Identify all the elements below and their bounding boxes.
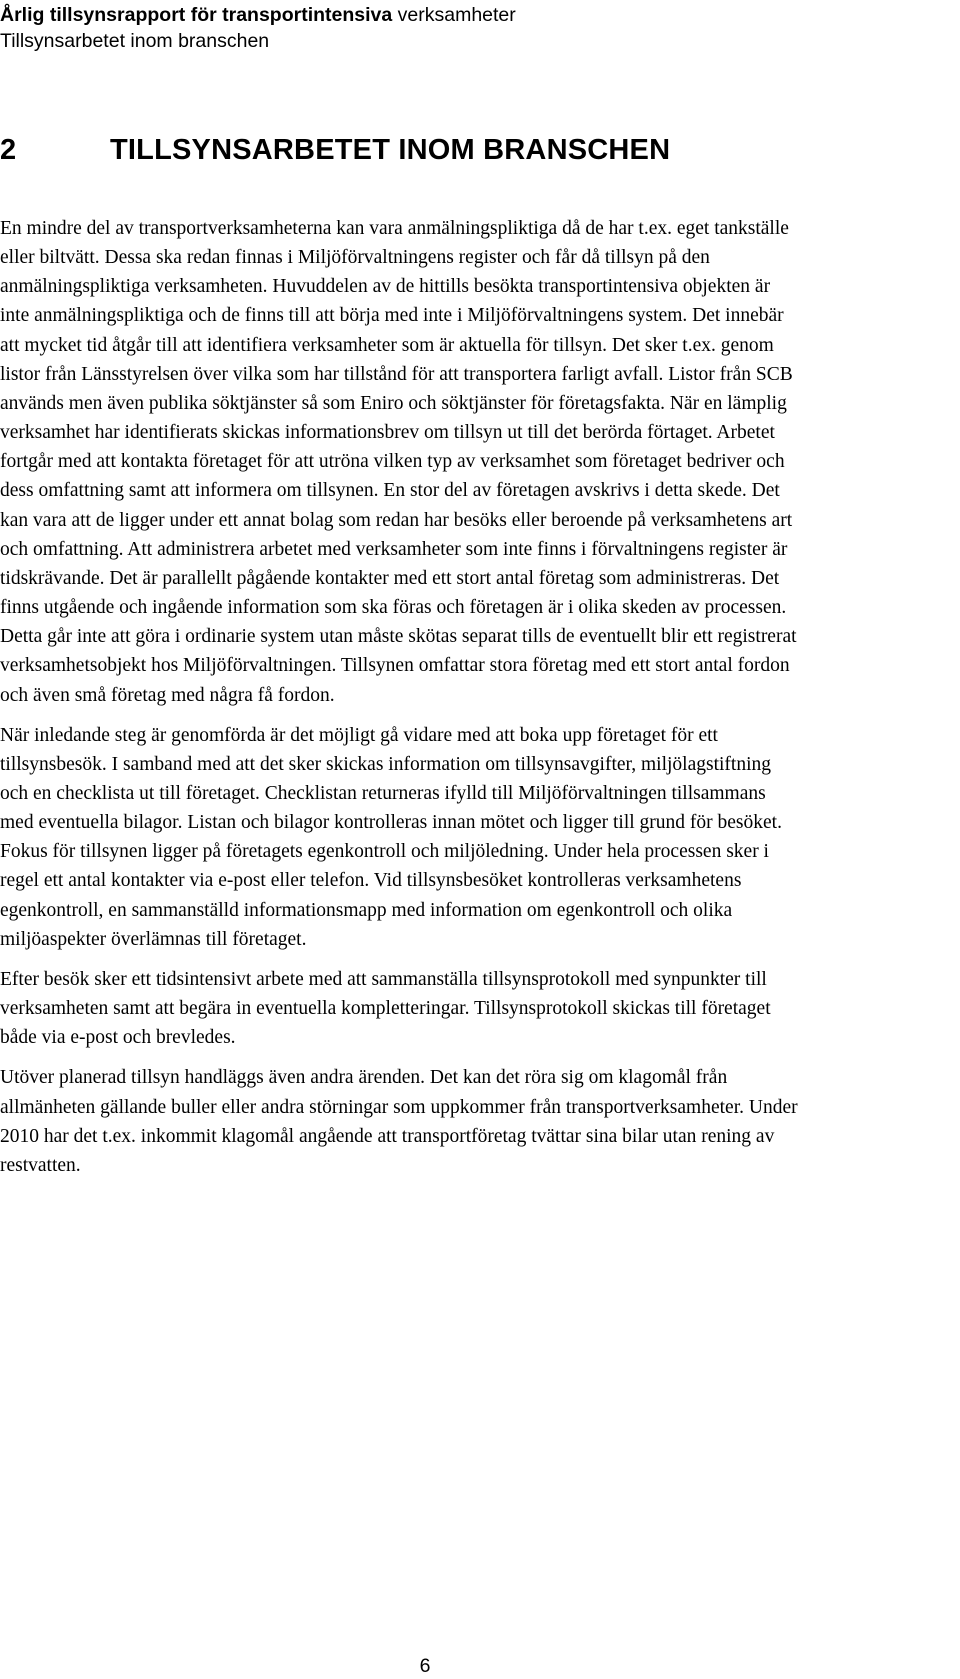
chapter-title: TILLSYNSARBETET INOM BRANSCHEN <box>110 134 671 166</box>
running-header <box>0 2 940 54</box>
text-line: Utöver planerad tillsyn handläggs även andra ärenden. Det kan det röra sig om klagomål från <box>0 1067 728 1089</box>
text-line: En mindre del av transportverksamheterna kan vara anmälningspliktiga då de har t.ex. eget tankställe <box>0 218 789 239</box>
text-line: verksamheten samt att begära in eventuella kompletteringar. Tillsynsprotokoll skickas till företaget <box>0 998 771 1020</box>
text-line: och en checklista ut till företaget. Checklistan returneras ifylld till Miljöförvaltningen tillsammans <box>0 782 766 804</box>
paragraph <box>0 965 960 1052</box>
text-line: med eventuella bilagor. Listan och bilagor kontrolleras innan mötet och ligger till grund för besöket. <box>0 812 782 834</box>
text-line: tillsynsbesök. I samband med att det sker skickas information om tillsynsavgifter, miljölagstiftning <box>0 753 771 775</box>
text-line: inte anmälningspliktiga och de finns till att börja med inte i Miljöförvaltningens system. Det innebär <box>0 305 784 327</box>
text-line: fortgår med att kontakta företaget för att utröna vilken typ av verksamhet som företaget bedriver och <box>0 451 785 473</box>
paragraph <box>0 214 960 710</box>
text-line: och omfattning. Att administrera arbetet med verksamheter som inte finns i förvaltningens register är <box>0 538 788 560</box>
text-line: används men även publika söktjänster så som Eniro och söktjänster för företagsfakta. När en lämplig <box>0 392 787 414</box>
text-line: dess omfattning samt att informera om tillsynen. En stor del av företagen avskrivs i detta skede. Det <box>0 480 780 502</box>
text-line: Efter besök sker ett tidsintensivt arbete med att sammanställa tillsynsprotokoll med synpunkter till <box>0 968 767 990</box>
report-title <box>0 2 940 28</box>
text-line: miljöaspekter överlämnas till företaget. <box>0 928 307 950</box>
text-line: och även små företag med några få fordon. <box>0 684 335 706</box>
body-text <box>0 214 960 1180</box>
text-line: att mycket tid åtgår till att identifiera verksamheter som är aktuella för tillsyn. Det sker t.ex. genom <box>0 334 774 356</box>
text-line: verksamhetsobjekt hos Miljöförvaltningen. Tillsynen omfattar stora företag med ett stort antal fordon <box>0 655 790 677</box>
text-line: regel ett antal kontakter via e-post eller telefon. Vid tillsynsbesöket kontrolleras verksamhetens <box>0 870 742 892</box>
page-number: 6 <box>419 1655 431 1677</box>
text-line: Fokus för tillsynen ligger på företagets egenkontroll och miljöledning. Under hela processen sker i <box>0 841 769 863</box>
text-line: verksamhet har identifierats skickas informationsbrev om tillsyn ut till det berörda förtaget. Arbetet <box>0 422 775 444</box>
text-line: eller biltvätt. Dessa ska redan finnas i Miljöförvaltningens register och får då tillsyn på den <box>0 247 710 269</box>
text-line: tidskrävande. Det är parallellt pågående kontakter med ett stort antal företag som administreras. Det <box>0 567 780 589</box>
text-line: egenkontroll, en sammanställd informationsmapp med information om egenkontroll och olika <box>0 899 733 921</box>
paragraph <box>0 721 960 954</box>
report-section-subtitle: Tillsynsarbetet inom branschen <box>0 30 270 52</box>
chapter-number: 2 <box>0 134 17 166</box>
paragraph <box>0 1063 960 1180</box>
report-title-bold: Årlig tillsynsrapport för transportintensiva <box>0 4 393 26</box>
text-line: kan vara att de ligger under ett annat bolag som redan har besöks eller beroende på verksamhetens art <box>0 509 793 531</box>
text-line: finns utgående och ingående information som ska föras och företagen är i olika skeden av processen. <box>0 597 787 619</box>
text-line: listor från Länsstyrelsen över vilka som har tillstånd för att transportera farligt avfall. Listor från SCB <box>0 363 793 385</box>
text-line: anmälningspliktiga verksamheten. Huvuddelen av de hittills besökta transportintensiva objekten är <box>0 276 771 298</box>
text-line: Detta går inte att göra i ordinarie system utan måste skötas separat tills de eventuellt blir ett registrerat <box>0 626 797 648</box>
text-line: både via e-post och brevledes. <box>0 1027 236 1049</box>
report-title-regular: verksamheter <box>392 4 516 26</box>
text-line: När inledande steg är genomförda är det möjligt gå vidare med att boka upp företaget för ett <box>0 724 718 746</box>
chapter-heading <box>0 132 940 168</box>
text-line: allmänheten gällande buller eller andra störningar som uppkommer från transportverksamheter. Under <box>0 1096 798 1118</box>
text-line: restvatten. <box>0 1154 81 1176</box>
text-line: 2010 har det t.ex. inkommit klagomål angående att transportföretag tvättar sina bilar utan rening av <box>0 1125 775 1147</box>
